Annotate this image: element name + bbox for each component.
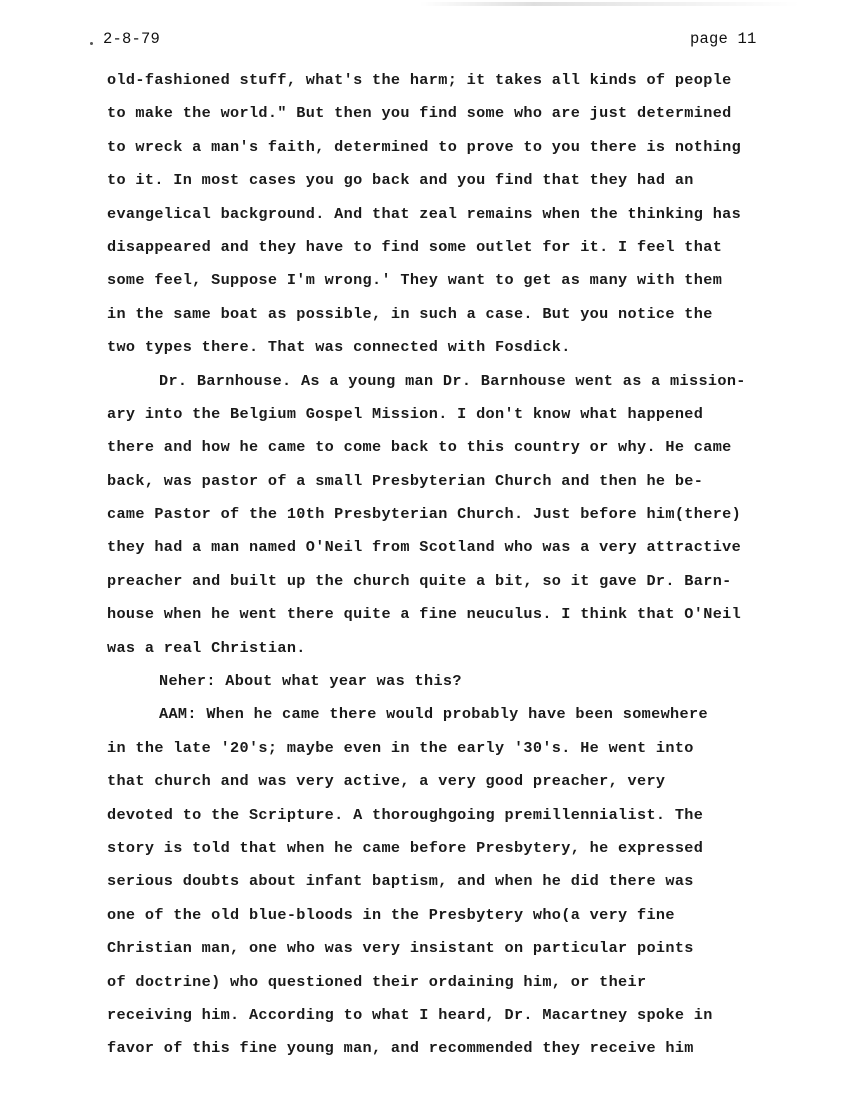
text-line: they had a man named O'Neil from Scotland who was a very attractive xyxy=(107,538,742,557)
text-line: to make the world." But then you find some who are just determined xyxy=(107,104,732,123)
text-line: favor of this fine young man, and recommended they receive him xyxy=(107,1039,694,1058)
text-line: one of the old blue-bloods in the Presbytery who(a very fine xyxy=(107,905,675,924)
text-line: serious doubts about infant baptism, and when he did there was xyxy=(107,872,694,891)
text-line: came Pastor of the 10th Presbyterian Church. Just before him(there) xyxy=(107,505,742,524)
text-line: to wreck a man's faith, determined to prove to you there is nothing xyxy=(107,137,742,156)
text-line: old-fashioned stuff, what's the harm; it takes all kinds of people xyxy=(107,71,732,89)
body-text xyxy=(107,64,817,1066)
text-line: disappeared and they have to find some outlet for it. I feel that xyxy=(107,237,723,256)
text-line: back, was pastor of a small Presbyterian Church and then he be- xyxy=(107,471,704,490)
text-line: story is told that when he came before Presbytery, he expressed xyxy=(107,838,704,857)
text-line: ary into the Belgium Gospel Mission. I don't know what happened xyxy=(107,404,704,423)
text-line: was a real Christian. xyxy=(107,638,306,657)
text-line: Neher: About what year was this? xyxy=(159,672,462,691)
text-line: to it. In most cases you go back and you find that they had an xyxy=(107,171,694,190)
text-line: Dr. Barnhouse. As a young man Dr. Barnhouse went as a mission- xyxy=(159,371,746,390)
text-line: in the late '20's; maybe even in the early '30's. He went into xyxy=(107,738,694,757)
text-line: evangelical background. And that zeal remains when the thinking has xyxy=(107,204,742,223)
header-page-number: page 11 xyxy=(690,30,757,48)
text-line: Christian man, one who was very insistant on particular points xyxy=(107,939,694,958)
text-line: in the same boat as possible, in such a case. But you notice the xyxy=(107,304,713,323)
text-line: receiving him. According to what I heard, Dr. Macartney spoke in xyxy=(107,1005,713,1024)
scan-dot xyxy=(90,42,93,45)
text-line: some feel, Suppose I'm wrong.' They want to get as many with them xyxy=(107,271,723,290)
scan-artifact xyxy=(420,2,800,6)
text-line: devoted to the Scripture. A thoroughgoing premillennialist. The xyxy=(107,805,704,824)
text-line: there and how he came to come back to this country or why. He came xyxy=(107,438,732,457)
text-line: of doctrine) who questioned their ordaining him, or their xyxy=(107,972,647,991)
header-date: 2-8-79 xyxy=(103,30,161,48)
text-line: AAM: When he came there would probably have been somewhere xyxy=(159,705,708,724)
text-line: house when he went there quite a fine neuculus. I think that O'Neil xyxy=(107,605,742,624)
text-line: that church and was very active, a very good preacher, very xyxy=(107,772,666,791)
text-line: preacher and built up the church quite a bit, so it gave Dr. Barn- xyxy=(107,571,732,590)
text-line: two types there. That was connected with Fosdick. xyxy=(107,338,571,357)
